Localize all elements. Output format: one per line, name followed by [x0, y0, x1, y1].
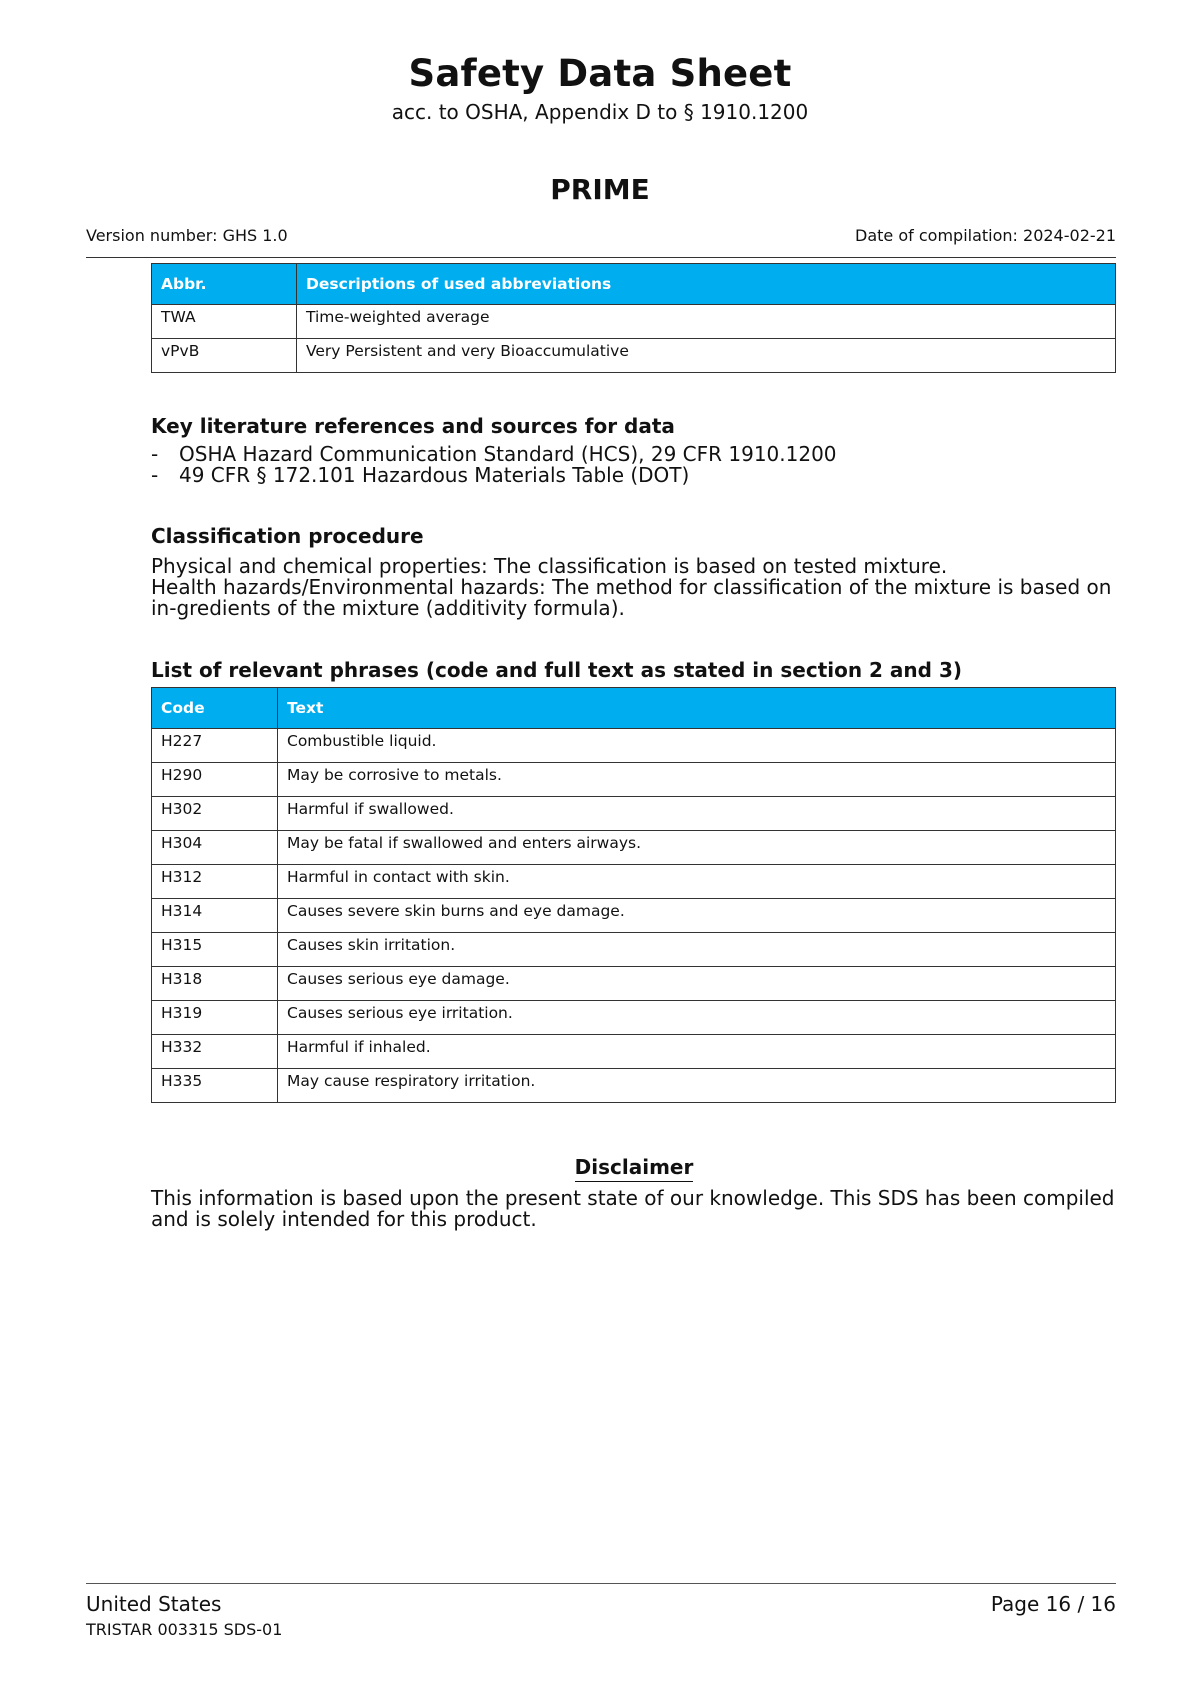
- disclaimer-heading-text: Disclaimer: [575, 1155, 694, 1182]
- list-dash: -: [151, 442, 159, 466]
- table-row: [152, 339, 1116, 373]
- phrases-heading: List of relevant phrases (code and full text as stated in section 2 and 3): [151, 658, 962, 682]
- disclaimer-heading: [0, 1155, 1200, 1179]
- text-cell: Causes skin irritation.: [278, 933, 1116, 967]
- reference-text: OSHA Hazard Communication Standard (HCS), 29 CFR 1910.1200: [179, 442, 837, 466]
- text-cell: Harmful if swallowed.: [278, 797, 1116, 831]
- code-cell: H332: [152, 1035, 278, 1069]
- code-cell: H319: [152, 1001, 278, 1035]
- description-cell: Time-weighted average: [297, 305, 1116, 339]
- code-cell: H304: [152, 831, 278, 865]
- table-row: [152, 1001, 1116, 1035]
- compilation-date: Date of compilation: 2024-02-21: [855, 226, 1116, 245]
- table-header-row: [152, 688, 1116, 729]
- list-item: [151, 444, 837, 465]
- column-header-abbr: Abbr.: [152, 264, 297, 305]
- code-cell: H315: [152, 933, 278, 967]
- list-dash: -: [151, 463, 159, 487]
- list-item: [151, 465, 837, 486]
- text-cell: Combustible liquid.: [278, 729, 1116, 763]
- text-cell: Harmful if inhaled.: [278, 1035, 1116, 1069]
- document-title: Safety Data Sheet: [408, 52, 792, 95]
- text-cell: Causes serious eye irritation.: [278, 1001, 1116, 1035]
- code-cell: H227: [152, 729, 278, 763]
- table-row: [152, 1035, 1116, 1069]
- footer-country: United States: [86, 1592, 222, 1616]
- product-name: PRIME: [550, 173, 650, 206]
- table-row: [152, 865, 1116, 899]
- code-cell: H312: [152, 865, 278, 899]
- text-cell: May cause respiratory irritation.: [278, 1069, 1116, 1103]
- version-number: Version number: GHS 1.0: [86, 226, 288, 245]
- references-list: [151, 444, 837, 486]
- table-row: [152, 305, 1116, 339]
- classification-line: Physical and chemical properties: The classification is based on tested mixture.: [151, 554, 948, 578]
- column-header-description: Descriptions of used abbreviations: [297, 264, 1116, 305]
- disclaimer-text: This information is based upon the present state of our knowledge. This SDS has been compiled and is solely intended for this product.: [151, 1186, 1115, 1231]
- header-divider: [86, 257, 1116, 258]
- code-cell: H335: [152, 1069, 278, 1103]
- reference-text: 49 CFR § 172.101 Hazardous Materials Table (DOT): [179, 463, 690, 487]
- column-header-text: Text: [278, 688, 1116, 729]
- table-row: [152, 967, 1116, 1001]
- table-row: [152, 729, 1116, 763]
- document-subtitle: acc. to OSHA, Appendix D to § 1910.1200: [391, 100, 809, 124]
- table-row: [152, 831, 1116, 865]
- classification-heading: Classification procedure: [151, 524, 424, 548]
- classification-text: [151, 556, 1116, 619]
- phrases-table: [151, 687, 1116, 1103]
- code-cell: H318: [152, 967, 278, 1001]
- table-row: [152, 1069, 1116, 1103]
- text-cell: May be corrosive to metals.: [278, 763, 1116, 797]
- references-heading: Key literature references and sources for data: [151, 414, 675, 438]
- text-cell: Harmful in contact with skin.: [278, 865, 1116, 899]
- footer-divider: [86, 1583, 1116, 1584]
- page-number: Page 16 / 16: [990, 1592, 1116, 1616]
- code-cell: H290: [152, 763, 278, 797]
- table-row: [152, 933, 1116, 967]
- text-cell: Causes severe skin burns and eye damage.: [278, 899, 1116, 933]
- description-cell: Very Persistent and very Bioaccumulative: [297, 339, 1116, 373]
- table-header-row: [152, 264, 1116, 305]
- text-cell: Causes serious eye damage.: [278, 967, 1116, 1001]
- text-cell: May be fatal if swallowed and enters airways.: [278, 831, 1116, 865]
- abbreviations-table: [151, 263, 1116, 373]
- code-cell: H314: [152, 899, 278, 933]
- column-header-code: Code: [152, 688, 278, 729]
- table-row: [152, 899, 1116, 933]
- code-cell: H302: [152, 797, 278, 831]
- table-row: [152, 763, 1116, 797]
- abbr-cell: vPvB: [152, 339, 297, 373]
- classification-line: Health hazards/Environmental hazards: The method for classification of the mixture is based on in-gredients of the mixture (additivity formula).: [151, 575, 1112, 620]
- abbr-cell: TWA: [152, 305, 297, 339]
- table-row: [152, 797, 1116, 831]
- document-code: TRISTAR 003315 SDS-01: [86, 1620, 283, 1639]
